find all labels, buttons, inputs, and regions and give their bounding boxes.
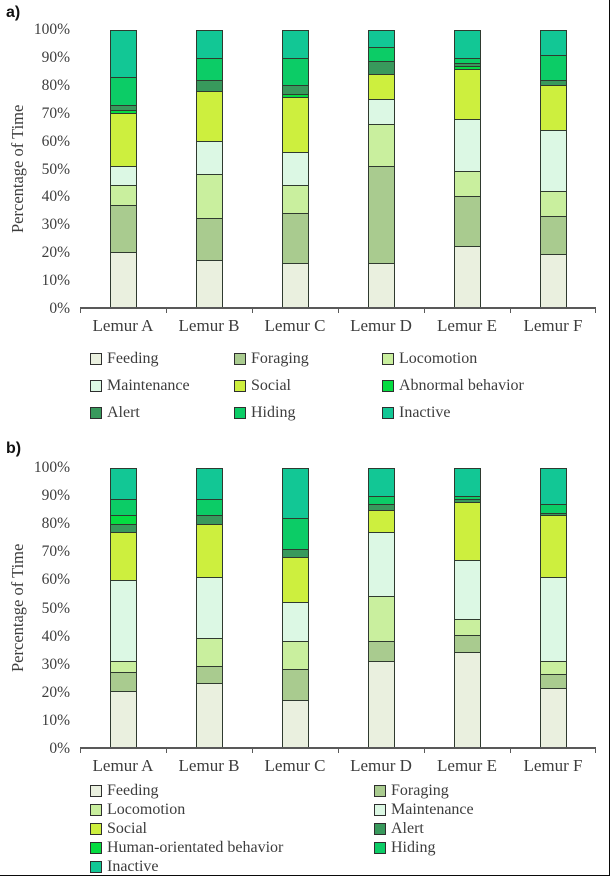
bar-segment-locomotion [282,641,309,669]
bar-segment-locomotion [368,596,395,641]
x-axis-label-lemur-c: Lemur C [264,756,326,775]
bar-segment-inactive [454,30,481,58]
x-axis-label-lemur-b: Lemur B [178,316,240,335]
bar-segment-inactive [110,468,137,499]
bar-segment-social [540,85,567,129]
bar-segment-feeding [196,260,223,307]
bar-segment-social [110,532,137,579]
bar-segment-feeding [540,254,567,307]
x-axis-label-lemur-e: Lemur E [437,756,497,775]
bar-segment-social [282,97,309,152]
bar-segment-inactive [282,30,309,58]
legend-label: Feeding [107,350,159,367]
y-tick-label: 0% [49,740,70,757]
plot-area [80,468,596,749]
bar-segment-feeding [196,683,223,747]
legend-item-locomotion [382,350,602,367]
bar-segment-social [368,510,395,532]
legend-label: Inactive [399,404,451,421]
bar-segment-inactive [196,30,223,58]
legend-label: Locomotion [107,801,186,818]
x-axis-label-lemur-f: Lemur F [523,756,583,775]
x-axis-tick [80,307,81,313]
bar-segment-locomotion [454,619,481,636]
legend-swatch-foraging [374,785,386,797]
stacked-bar-lemur-f [540,30,567,307]
legend-swatch-social [234,380,246,392]
bar-segment-foraging [368,166,395,263]
x-axis-label-lemur-d: Lemur D [350,756,412,775]
y-tick-label: 40% [41,627,70,645]
y-tick-label: 90% [41,487,70,505]
x-axis-tick [595,747,596,753]
bar-segment-social [368,74,395,99]
bar-segment-maintenance [282,152,309,185]
bar-segment-hiding [282,518,309,549]
x-axis-tick [510,307,511,313]
legend-label: Hiding [251,404,296,421]
legend-label: Foraging [391,782,449,799]
bar-segment-locomotion [454,171,481,196]
x-axis-tick [424,747,425,753]
legend-item-alert [374,820,602,837]
bar-segment-foraging [454,196,481,246]
y-tick-label: 30% [41,216,70,234]
bar-segment-maintenance [196,577,223,638]
bar-segment-hiding [196,499,223,516]
x-axis-label-lemur-d: Lemur D [350,316,412,335]
legend-swatch-feeding [90,353,102,365]
legend-label: Human-orientated behavior [107,839,284,856]
bar-segment-maintenance [368,532,395,596]
x-axis-label-lemur-b: Lemur B [178,756,240,775]
y-tick-label: 20% [41,244,70,262]
bar-segment-foraging [540,216,567,255]
x-axis-tick [595,307,596,313]
bar-segment-foraging [540,674,567,688]
legend-item-foraging [234,350,382,367]
bar-segment-alert [110,524,137,532]
bar-segment-feeding [368,263,395,307]
bar-segment-hiding [368,47,395,61]
y-tick-label: 10% [41,272,70,290]
bar-segment-locomotion [540,661,567,675]
legend-item-hiding [234,404,382,421]
legend-label: Locomotion [399,350,478,367]
legend [90,782,602,875]
y-tick-label: 50% [41,160,70,178]
bar-segment-hiding [196,58,223,80]
legend-swatch-locomotion [382,353,394,365]
bar-segment-maintenance [454,560,481,619]
x-axis-tick [510,747,511,753]
bar-segment-maintenance [196,141,223,174]
legend-swatch-hiding [234,407,246,419]
legend-item-social [90,820,374,837]
bar-segment-maintenance [540,577,567,661]
y-tick-label: 100% [33,21,70,38]
legend-swatch-alert [374,823,386,835]
legend-item-feeding [90,782,374,799]
legend-item-inactive [90,858,374,875]
y-axis-title: Percentage of Time [8,104,27,233]
bar-segment-alert [196,515,223,523]
x-axis-label-lemur-a: Lemur A [92,316,154,335]
x-axis-tick [166,747,167,753]
legend-item-abnormal-behavior [382,377,602,394]
legend-swatch-social [90,823,102,835]
bar-segment-inactive [540,468,567,504]
bar-segment-maintenance [368,99,395,124]
y-tick-labels [18,459,76,757]
bar-segment-social [454,69,481,119]
x-axis-label-lemur-c: Lemur C [264,316,326,335]
bar-segment-foraging [368,641,395,661]
bar-segment-inactive [454,468,481,496]
legend-item-foraging [374,782,602,799]
bar-segment-feeding [368,661,395,747]
bar-segment-social [540,515,567,576]
legend-item-human-orientated-behavior [90,839,374,856]
legend-swatch-inactive [382,407,394,419]
bar-segment-social [454,502,481,561]
x-axis-tick [424,307,425,313]
y-tick-label: 60% [41,571,70,589]
legend-swatch-locomotion [90,804,102,816]
y-tick-label: 90% [41,48,70,66]
legend-swatch-foraging [234,353,246,365]
bar-segment-social [110,113,137,166]
x-axis-label-lemur-f: Lemur F [523,316,583,335]
legend-item-feeding [90,350,234,367]
legend-label: Social [251,377,291,394]
legend-item-social [234,377,382,394]
x-axis-label-lemur-e: Lemur E [437,316,497,335]
legend-item-hiding [374,839,602,856]
legend-label: Social [107,820,147,837]
legend-label: Alert [107,404,140,421]
y-tick-label: 40% [41,188,70,206]
bar-segment-inactive [540,30,567,55]
y-tick-labels [18,21,76,317]
legend-item-inactive [382,404,602,421]
x-axis-tick [252,747,253,753]
stacked-bar-lemur-c [282,468,309,747]
bar-segment-feeding [454,246,481,307]
bar-segment-alert [196,80,223,91]
bar-segment-feeding [110,252,137,307]
bar-segment-locomotion [110,185,137,204]
bar-segment-locomotion [368,124,395,166]
legend-item-maintenance [374,801,602,818]
x-axis-tick [80,747,81,753]
bar-segment-alert [282,85,309,93]
legend-swatch-abnormal-behavior [382,380,394,392]
bar-segment-maintenance [110,580,137,661]
bar-segment-hiding [110,77,137,105]
bar-segment-hiding [282,58,309,86]
x-axis-labels [80,316,596,336]
stacked-bar-lemur-a [110,468,137,747]
bar-segment-locomotion [110,661,137,672]
y-tick-label: 70% [41,543,70,561]
panel-a-label: a) [6,4,21,21]
y-axis-title: Percentage of Time [8,543,27,672]
legend-item-locomotion [90,801,374,818]
legend-label: Inactive [107,858,159,875]
plot-area [80,30,596,309]
legend-swatch-inactive [90,861,102,873]
stacked-bar-lemur-b [196,468,223,747]
y-tick-label: 100% [33,459,70,476]
x-axis-label-lemur-a: Lemur A [92,756,154,775]
y-tick-label: 20% [41,683,70,701]
bar-segment-inactive [368,468,395,496]
stacked-bar-lemur-c [282,30,309,307]
stacked-bar-lemur-e [454,30,481,307]
legend-item-alert [90,404,234,421]
bar-segment-feeding [110,691,137,747]
bar-segment-human-orientated-behavior [110,515,137,523]
bar-segment-maintenance [110,166,137,185]
bar-segment-feeding [282,700,309,747]
bar-segment-alert [282,549,309,557]
bar-segment-inactive [282,468,309,518]
bar-segment-maintenance [454,119,481,172]
bar-segment-foraging [110,672,137,692]
bar-segment-social [196,91,223,141]
legend [90,350,602,421]
bar-segment-foraging [196,666,223,683]
legend-label: Maintenance [391,801,474,818]
bar-segment-foraging [196,218,223,260]
stacked-bar-lemur-d [368,468,395,747]
y-tick-label: 0% [49,300,70,317]
bar-segment-foraging [282,213,309,263]
bar-segment-social [196,524,223,577]
stacked-bar-lemur-a [110,30,137,307]
bar-segment-maintenance [282,602,309,641]
bar-segment-locomotion [282,185,309,213]
bar-segment-locomotion [196,174,223,218]
bar-segment-feeding [454,652,481,747]
bar-segment-social [282,557,309,602]
bar-segment-feeding [540,688,567,747]
bar-segment-foraging [110,205,137,252]
stacked-bar-lemur-f [540,468,567,747]
stacked-bar-lemur-d [368,30,395,307]
bar-segment-feeding [282,263,309,307]
stacked-bar-lemur-b [196,30,223,307]
bar-segment-maintenance [540,130,567,191]
y-tick-label: 80% [41,76,70,94]
stacked-bar-lemur-e [454,468,481,747]
x-axis-tick [338,747,339,753]
x-axis-tick [166,307,167,313]
bar-segment-foraging [454,635,481,652]
bar-segment-hiding [540,55,567,80]
bar-segment-locomotion [540,191,567,216]
bar-segment-hiding [368,496,395,504]
x-axis-tick [252,307,253,313]
x-axis-tick [338,307,339,313]
y-tick-label: 30% [41,655,70,673]
legend-swatch-human-orientated-behavior [90,842,102,854]
bar-segment-hiding [110,499,137,516]
bar-segment-foraging [282,669,309,700]
x-axis-labels [80,756,596,776]
legend-swatch-maintenance [374,804,386,816]
legend-swatch-hiding [374,842,386,854]
bar-segment-inactive [368,30,395,47]
y-tick-label: 60% [41,132,70,150]
bar-segment-hiding [540,504,567,512]
y-tick-label: 70% [41,104,70,122]
y-tick-label: 10% [41,711,70,729]
y-tick-label: 50% [41,599,70,617]
legend-swatch-feeding [90,785,102,797]
legend-item-maintenance [90,377,234,394]
legend-label: Hiding [391,839,436,856]
legend-label: Maintenance [107,377,190,394]
legend-label: Alert [391,820,424,837]
bar-segment-inactive [196,468,223,499]
bar-segment-alert [368,61,395,75]
legend-label: Foraging [251,350,309,367]
panel-b-label: b) [6,440,22,457]
legend-label: Abnormal behavior [399,377,524,394]
bar-segment-locomotion [196,638,223,666]
legend-swatch-maintenance [90,380,102,392]
legend-swatch-alert [90,407,102,419]
y-tick-label: 80% [41,515,70,533]
legend-label: Feeding [107,782,159,799]
bar-segment-inactive [110,30,137,77]
